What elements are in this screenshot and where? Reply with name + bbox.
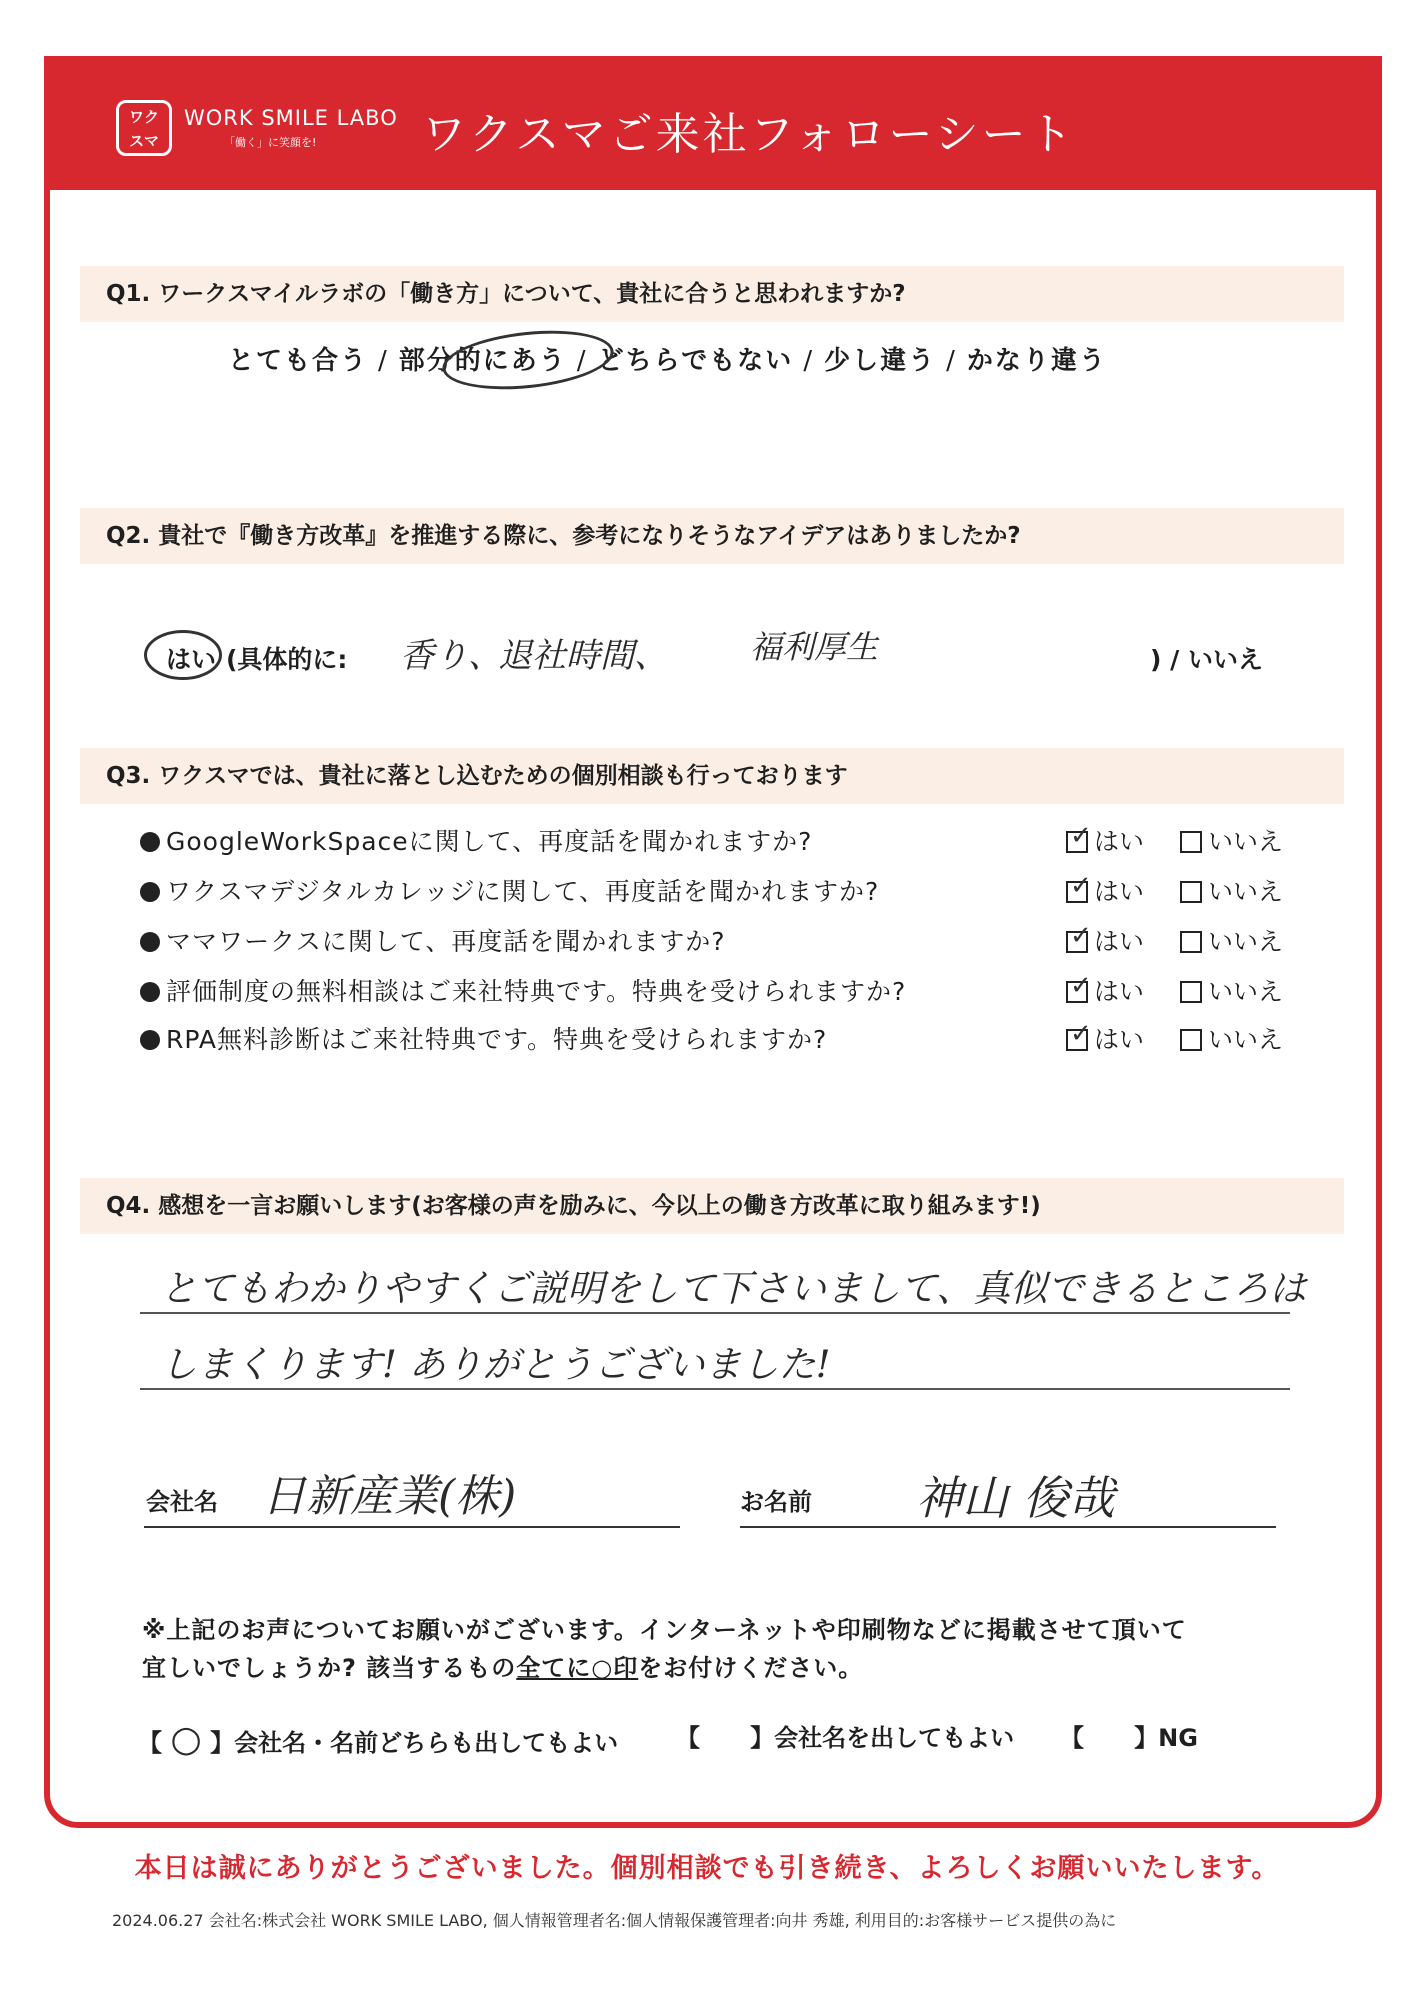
q3-item-1: GoogleWorkSpaceに関して、再度話を聞かれますか? <box>140 822 812 858</box>
q2-yes[interactable]: はい <box>166 645 217 674</box>
q3-item-5: RPA無料診断はご来社特典です。特典を受けられますか? <box>140 1020 827 1056</box>
checkbox-checked-icon: ✓ <box>1066 831 1088 853</box>
q1-option-1[interactable]: とても合う <box>228 346 369 376</box>
q3-item-1-no[interactable]: いいえ <box>1180 822 1283 858</box>
q1-option-3[interactable]: どちらでもない <box>597 346 794 376</box>
q2-question: Q2. 貴社で『働き方改革』を推進する際に、参考になりそうなアイデアはありましたか? <box>80 508 1344 564</box>
checkbox-checked-icon: ✓ <box>1066 881 1088 903</box>
logo-text <box>184 106 398 150</box>
comment-rule-2 <box>140 1388 1290 1390</box>
q2-answer-2: 退社時間、 <box>498 636 668 676</box>
consent-option-1[interactable]: 【 ○ 】会社名・名前どちらも出してもよい <box>138 1718 619 1760</box>
q1-option-5[interactable]: かなり違う <box>966 346 1107 376</box>
q3-item-5-yes[interactable]: ✓ はい <box>1066 1020 1144 1056</box>
q2-answer-1: 香り、 <box>400 636 502 676</box>
q1-options: とても合う / 部分的にあう / どちらでもない / 少し違う / かなり違う <box>228 346 1107 376</box>
q4-question: Q4. 感想を一言お願いします(お客様の声を励みに、今以上の働き方改革に取り組みます!) <box>80 1178 1344 1234</box>
q1-option-2[interactable]: 部分的にあう <box>398 346 567 376</box>
q3-item-2: ワクスマデジタルカレッジに関して、再度話を聞かれますか? <box>140 872 879 908</box>
logo-tagline: 「働く」に笑顔を! <box>224 136 317 149</box>
q3-item-3: ママワークスに関して、再度話を聞かれますか? <box>140 922 726 958</box>
logo-mark: ワク スマ <box>116 100 172 156</box>
company-value: 日新産業(株) <box>262 1471 517 1522</box>
name-label: お名前 <box>740 1488 812 1516</box>
checkbox-checked-icon: ✓ <box>1066 981 1088 1003</box>
q2-no[interactable]: ) / いいえ <box>1150 645 1263 674</box>
consent-note-line-2: 宜しいでしょうか? 該当するもの全てに○印をお付けください。 <box>142 1654 864 1682</box>
q2-specific-label: (具体的に: <box>226 645 348 674</box>
q1-option-4[interactable]: 少し違う <box>824 346 937 376</box>
checkbox-empty-icon <box>1180 881 1202 903</box>
q3-question: Q3. ワクスマでは、貴社に落とし込むための個別相談も行っております <box>80 748 1344 804</box>
q3-item-3-yes[interactable]: ✓ はい <box>1066 922 1144 958</box>
consent-note-line-1: ※上記のお声についてお願いがございます。インターネットや印刷物などに掲載させて頂いて <box>142 1616 1187 1644</box>
thanks-message: 本日は誠にありがとうございました。個別相談でも引き続き、よろしくお願いいたします。 <box>134 1853 1280 1884</box>
sheet-header <box>50 62 1376 190</box>
checkbox-checked-icon: ✓ <box>1066 931 1088 953</box>
q4-comment-line-2: しまくります! ありがとうございました! <box>160 1343 831 1386</box>
q3-item-3-no[interactable]: いいえ <box>1180 922 1283 958</box>
q3-item-1-yes[interactable]: ✓ はい <box>1066 822 1144 858</box>
q3-item-2-no[interactable]: いいえ <box>1180 872 1283 908</box>
q4-comment-line-1: とてもわかりやすくご説明をして下さいまして、真似できるところは <box>160 1267 1307 1310</box>
consent-option-2[interactable]: 【 】会社名を出してもよい <box>676 1724 1015 1752</box>
q2-answer-3: 福利厚生 <box>750 628 879 666</box>
name-value: 神山 俊哉 <box>916 1471 1115 1525</box>
consent-option-3[interactable]: 【 】NG <box>1060 1724 1198 1752</box>
bullet-icon <box>140 932 160 952</box>
checkbox-empty-icon <box>1180 981 1202 1003</box>
q1-selection-circle <box>440 323 617 397</box>
bullet-icon <box>140 1030 160 1050</box>
comment-rule-1 <box>140 1312 1290 1314</box>
q1-question: Q1. ワークスマイルラボの「働き方」について、貴社に合うと思われますか? <box>80 266 1344 322</box>
company-label: 会社名 <box>146 1488 218 1516</box>
q3-item-4-no[interactable]: いいえ <box>1180 972 1283 1008</box>
q3-item-4-yes[interactable]: ✓ はい <box>1066 972 1144 1008</box>
name-field-line <box>740 1526 1276 1528</box>
checkbox-checked-icon: ✓ <box>1066 1029 1088 1051</box>
checkbox-empty-icon <box>1180 1029 1202 1051</box>
bullet-icon <box>140 982 160 1002</box>
logo-name: WORK SMILE LABO <box>184 106 398 130</box>
q3-item-2-yes[interactable]: ✓ はい <box>1066 872 1144 908</box>
q3-item-4: 評価制度の無料相談はご来社特典です。特典を受けられますか? <box>140 972 906 1008</box>
follow-sheet <box>44 56 1382 1828</box>
consent-option-1-mark: ○ <box>170 1718 202 1760</box>
q2-yes-circle <box>144 630 222 680</box>
company-field-line <box>144 1526 680 1528</box>
checkbox-empty-icon <box>1180 831 1202 853</box>
footer-info: 2024.06.27 会社名:株式会社 WORK SMILE LABO, 個人情報管理者名:個人情報保護管理者:向井 秀雄, 利用目的:お客様サービス提供の為に <box>112 1911 1117 1930</box>
sheet-title: ワクスマご来社フォローシート <box>422 109 1076 160</box>
bullet-icon <box>140 882 160 902</box>
checkbox-empty-icon <box>1180 931 1202 953</box>
q3-item-5-no[interactable]: いいえ <box>1180 1020 1283 1056</box>
bullet-icon <box>140 832 160 852</box>
